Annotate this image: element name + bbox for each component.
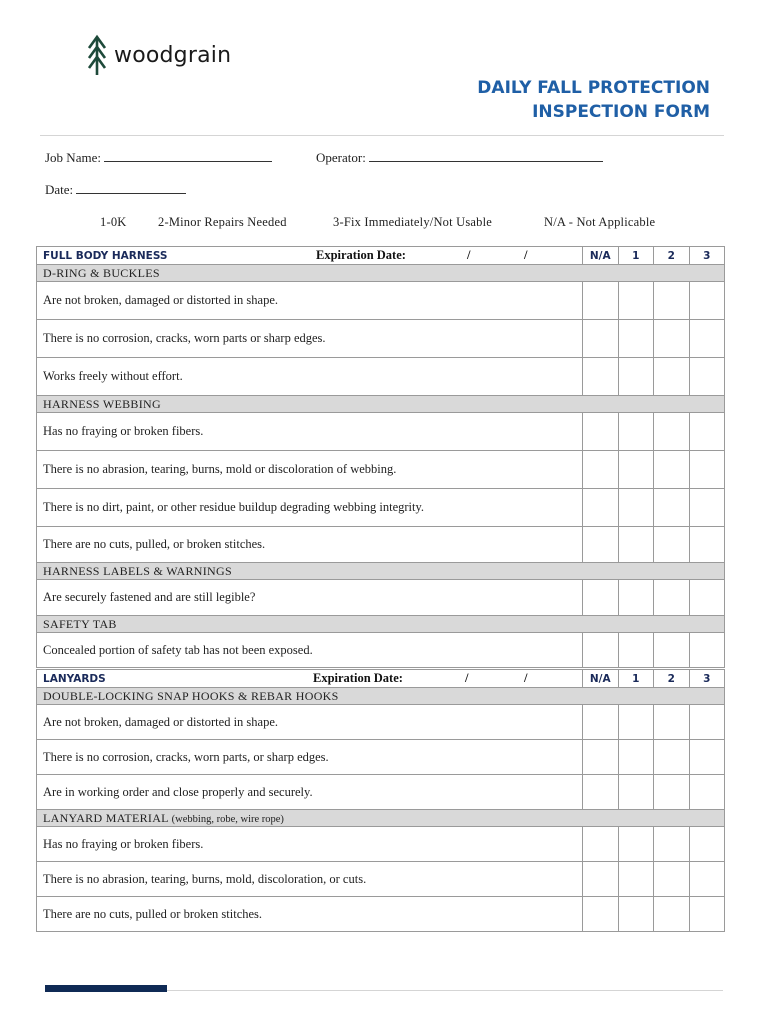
footer-accent-bar [45,985,167,992]
checkbox-2[interactable] [654,413,690,451]
operator-field[interactable] [316,150,603,166]
checkbox-3[interactable] [689,580,725,616]
checkbox-na[interactable] [583,527,619,563]
checkbox-3[interactable] [689,358,725,396]
header-divider [40,135,724,136]
date-line[interactable] [76,182,186,194]
brand-name: woodgrain [114,42,232,68]
col-header-3: 3 [689,247,725,265]
harness-header-row [37,247,725,265]
lanyards-date-slash: / [465,671,469,685]
table-row [37,897,725,932]
checkbox-3[interactable] [689,862,725,897]
legend-minor: 2-Minor Repairs Needed [158,215,287,229]
section-header: DOUBLE-LOCKING SNAP HOOKS & REBAR HOOKS [37,688,725,705]
checkbox-3[interactable] [689,897,725,932]
job-name-field[interactable] [45,150,272,166]
checkbox-na[interactable] [583,580,619,616]
table-row [37,282,725,320]
checkbox-2[interactable] [654,897,690,932]
checkbox-na[interactable] [583,897,619,932]
checkbox-2[interactable] [654,282,690,320]
operator-label: Operator: [316,150,366,165]
checkbox-3[interactable] [689,775,725,810]
checkbox-1[interactable] [618,705,654,740]
harness-date-slash: / [524,248,528,262]
table-row [37,827,725,862]
checkbox-2[interactable] [654,527,690,563]
checkbox-3[interactable] [689,451,725,489]
checkbox-1[interactable] [618,897,654,932]
checkbox-1[interactable] [618,862,654,897]
item-text: Has no fraying or broken fibers. [37,827,583,862]
checkbox-1[interactable] [618,633,654,668]
checkbox-2[interactable] [654,827,690,862]
table-row [37,740,725,775]
item-text: There are no cuts, pulled, or broken stitches. [37,527,583,563]
checkbox-3[interactable] [689,413,725,451]
checkbox-3[interactable] [689,705,725,740]
section-header [37,810,725,827]
col-header-na: N/A [583,247,619,265]
checkbox-3[interactable] [689,320,725,358]
date-label: Date: [45,182,74,197]
harness-title: FULL BODY HARNESS [43,249,168,262]
checkbox-2[interactable] [654,358,690,396]
lanyards-title: LANYARDS [43,672,106,685]
col-header-2: 2 [654,247,690,265]
checkbox-3[interactable] [689,633,725,668]
table-row [37,580,725,616]
table-row [37,413,725,451]
checkbox-1[interactable] [618,320,654,358]
checkbox-2[interactable] [654,740,690,775]
checkbox-na[interactable] [583,358,619,396]
item-text: There is no abrasion, tearing, burns, mold or discoloration of webbing. [37,451,583,489]
lanyards-date-slash: / [524,671,528,685]
checkbox-na[interactable] [583,633,619,668]
checkbox-na[interactable] [583,775,619,810]
col-header-1: 1 [618,247,654,265]
item-text: There is no corrosion, cracks, worn parts, or sharp edges. [37,740,583,775]
legend-ok: 1-0K [100,215,127,229]
lanyards-expiration-label: Expiration Date: [313,671,403,685]
table-row [37,705,725,740]
checkbox-1[interactable] [618,282,654,320]
item-text: Are in working order and close properly and securely. [37,775,583,810]
item-text: Are not broken, damaged or distorted in shape. [37,705,583,740]
item-text: Are securely fastened and are still legible? [37,580,583,616]
table-row [37,320,725,358]
legend-na: N/A - Not Applicable [544,215,656,229]
col-header-2: 2 [654,670,690,688]
checkbox-na[interactable] [583,705,619,740]
checkbox-2[interactable] [654,580,690,616]
checkbox-na[interactable] [583,862,619,897]
footer-divider [167,990,723,991]
table-row [37,489,725,527]
checkbox-3[interactable] [689,740,725,775]
table-row [37,775,725,810]
checkbox-2[interactable] [654,451,690,489]
checkbox-3[interactable] [689,527,725,563]
harness-expiration-label: Expiration Date: [316,248,406,262]
pine-tree-icon [86,34,108,76]
checkbox-1[interactable] [618,451,654,489]
brand-logo [86,34,231,76]
checkbox-na[interactable] [583,489,619,527]
section-note: (webbing, robe, wire rope) [171,813,284,825]
item-text: Works freely without effort. [37,358,583,396]
checkbox-1[interactable] [618,489,654,527]
checkbox-2[interactable] [654,775,690,810]
table-row [37,633,725,668]
checkbox-3[interactable] [689,827,725,862]
checkbox-1[interactable] [618,580,654,616]
item-text: Are not broken, damaged or distorted in shape. [37,282,583,320]
item-text: Concealed portion of safety tab has not been exposed. [37,633,583,668]
checkbox-na[interactable] [583,451,619,489]
col-header-na: N/A [583,670,619,688]
section-title: LANYARD MATERIAL [43,810,169,825]
checkbox-1[interactable] [618,775,654,810]
section-header: HARNESS LABELS & WARNINGS [37,563,725,580]
section-header: SAFETY TAB [37,616,725,633]
job-name-label: Job Name: [45,150,101,165]
checkbox-2[interactable] [654,862,690,897]
checkbox-na[interactable] [583,413,619,451]
checkbox-3[interactable] [689,282,725,320]
item-text: There is no abrasion, tearing, burns, mold, discoloration, or cuts. [37,862,583,897]
col-header-3: 3 [689,670,725,688]
table-row [37,862,725,897]
checkbox-2[interactable] [654,633,690,668]
table-row [37,358,725,396]
checkbox-1[interactable] [618,827,654,862]
job-name-line[interactable] [104,150,272,162]
form-title-line1: DAILY FALL PROTECTION [477,78,710,98]
table-row [37,451,725,489]
item-text: Has no fraying or broken fibers. [37,413,583,451]
lanyards-header-row [37,670,725,688]
form-title-line2: INSPECTION FORM [532,102,710,122]
harness-date-slash: / [467,248,471,262]
operator-line[interactable] [369,150,603,162]
item-text: There are no cuts, pulled or broken stitches. [37,897,583,932]
checkbox-2[interactable] [654,705,690,740]
checkbox-na[interactable] [583,827,619,862]
checkbox-2[interactable] [654,320,690,358]
checkbox-3[interactable] [689,489,725,527]
form-title [477,76,710,124]
table-row [37,527,725,563]
section-header: HARNESS WEBBING [37,396,725,413]
checkbox-na[interactable] [583,320,619,358]
item-text: There is no dirt, paint, or other residue buildup degrading webbing integrity. [37,489,583,527]
checkbox-1[interactable] [618,527,654,563]
col-header-1: 1 [618,670,654,688]
section-header: D-RING & BUCKLES [37,265,725,282]
date-field[interactable] [45,182,186,198]
checkbox-2[interactable] [654,489,690,527]
lanyards-table [36,669,725,932]
checkbox-1[interactable] [618,358,654,396]
item-text: There is no corrosion, cracks, worn parts or sharp edges. [37,320,583,358]
checkbox-na[interactable] [583,282,619,320]
checkbox-na[interactable] [583,740,619,775]
harness-table [36,246,725,668]
checkbox-1[interactable] [618,740,654,775]
legend-fix: 3-Fix Immediately/Not Usable [333,215,493,229]
checkbox-1[interactable] [618,413,654,451]
